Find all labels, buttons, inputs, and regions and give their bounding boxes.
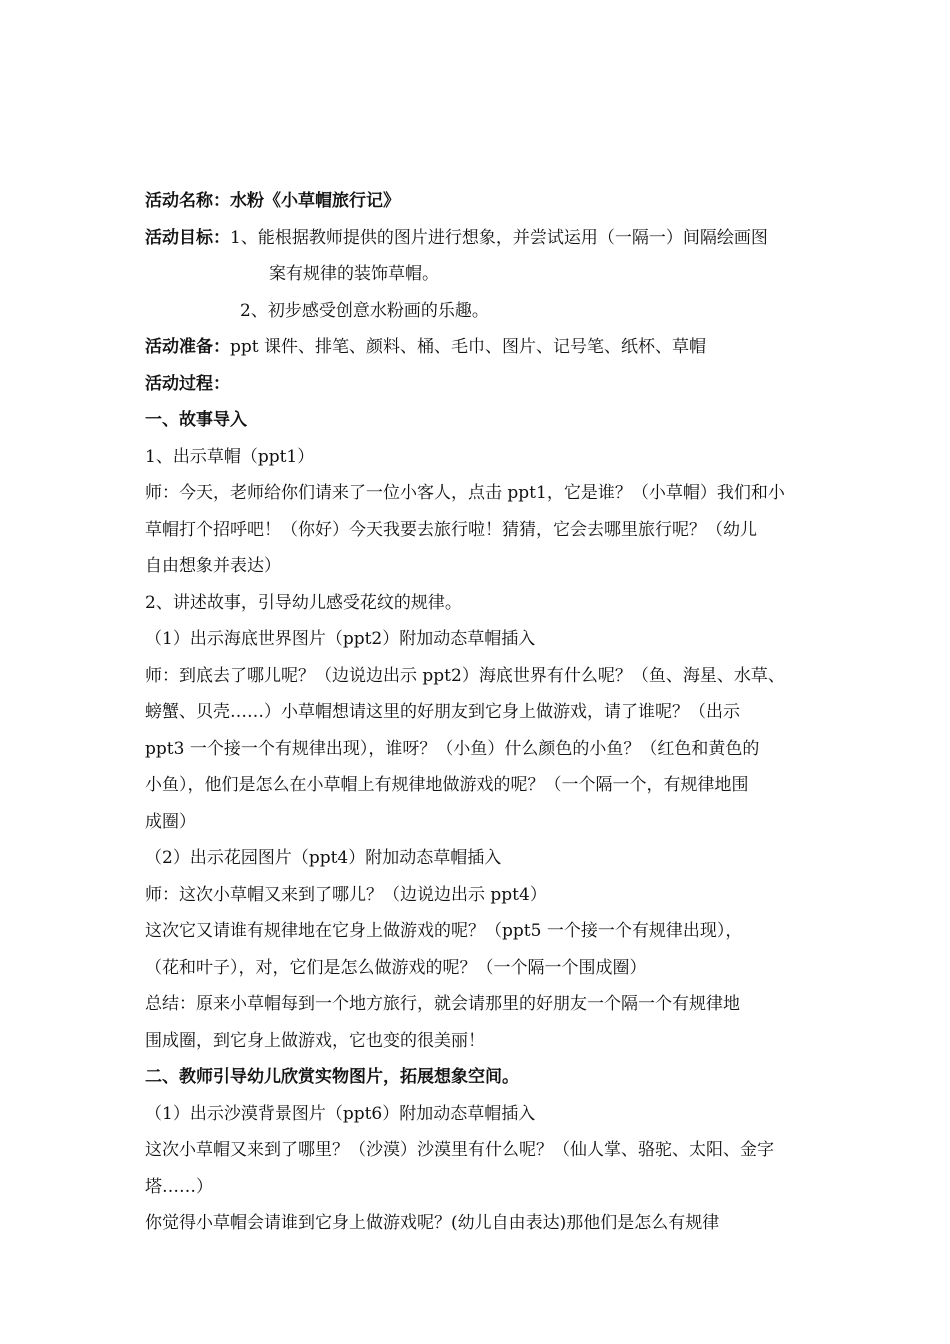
paragraph-line: 螃蟹、贝壳……）小草帽想请这里的好朋友到它身上做游戏，请了谁呢？（出示	[145, 702, 740, 722]
section-1-title: 一、故事导入	[145, 410, 247, 430]
goal-1-part-b: 案有规律的装饰草帽。	[269, 264, 439, 284]
activity-process-label: 活动过程：	[145, 373, 230, 394]
goal-1-part-a: 1、能根据教师提供的图片进行想象，并尝试运用（一隔一）间隔绘画图	[230, 227, 768, 248]
paragraph-line: 师：今天，老师给你们请来了一位小客人，点击 ppt1，它是谁？（小草帽）我们和小	[145, 483, 785, 503]
document-body	[145, 183, 815, 1242]
section-1-item-2: 2、讲述故事，引导幼儿感受花纹的规律。	[145, 592, 462, 613]
paragraph-line: 成圈）	[145, 811, 196, 832]
paragraph-line: 你觉得小草帽会请谁到它身上做游戏呢？(幼儿自由表达)那他们是怎么有规律	[145, 1213, 720, 1233]
paragraph-line: 师：到底去了哪儿呢？（边说边出示 ppt2）海底世界有什么呢？（鱼、海星、水草、	[145, 665, 785, 686]
section-2-sub-1: （1）出示沙漠背景图片（ppt6）附加动态草帽插入	[145, 1103, 536, 1124]
paragraph-line: 这次小草帽又来到了哪里？（沙漠）沙漠里有什么呢？（仙人掌、骆驼、太阳、金字	[145, 1140, 774, 1160]
section-1-sub-1: （1）出示海底世界图片（ppt2）附加动态草帽插入	[145, 629, 536, 649]
section-1-item-1: 1、出示草帽（ppt1）	[145, 446, 315, 467]
summary-line: 总结：原来小草帽每到一个地方旅行，就会请那里的好朋友一个隔一个有规律地	[145, 994, 740, 1014]
paragraph-line: 自由想象并表达）	[145, 556, 281, 576]
paragraph-line: 小鱼），他们是怎么在小草帽上有规律地做游戏的呢？（一个隔一个，有规律地围	[145, 775, 749, 795]
paragraph-line: ppt3 一个接一个有规律出现），谁呀？（小鱼）什么颜色的小鱼？（红色和黄色的	[145, 738, 760, 759]
activity-name-label: 活动名称：	[145, 191, 230, 211]
section-1-sub-2: （2）出示花园图片（ppt4）附加动态草帽插入	[145, 848, 502, 868]
activity-goal-label: 活动目标：	[145, 227, 230, 248]
activity-goal-line	[145, 220, 815, 257]
paragraph-line: （花和叶子），对，它们是怎么做游戏的呢？（一个隔一个围成圈）	[145, 957, 647, 978]
activity-name-line	[145, 183, 815, 220]
paragraph-line: 这次它又请谁有规律地在它身上做游戏的呢？（ppt5 一个接一个有规律出现），	[145, 921, 743, 941]
paragraph-line: 塔……）	[145, 1176, 213, 1197]
activity-prep-line	[145, 329, 815, 366]
paragraph-line: 师：这次小草帽又来到了哪儿？（边说边出示 ppt4）	[145, 884, 547, 905]
goal-2: 2、初步感受创意水粉画的乐趣。	[240, 300, 489, 321]
activity-name-value: 水粉《小草帽旅行记》	[230, 191, 400, 211]
section-2-title: 二、教师引导幼儿欣赏实物图片，拓展想象空间。	[145, 1067, 519, 1087]
activity-prep-label: 活动准备：	[145, 337, 230, 357]
paragraph-line: 草帽打个招呼吧！（你好）今天我要去旅行啦！猜猜，它会去哪里旅行呢？（幼儿	[145, 519, 757, 540]
activity-prep-value: ppt 课件、排笔、颜料、桶、毛巾、图片、记号笔、纸杯、草帽	[230, 337, 706, 357]
summary-line: 围成圈，到它身上做游戏，它也变的很美丽！	[145, 1030, 485, 1051]
